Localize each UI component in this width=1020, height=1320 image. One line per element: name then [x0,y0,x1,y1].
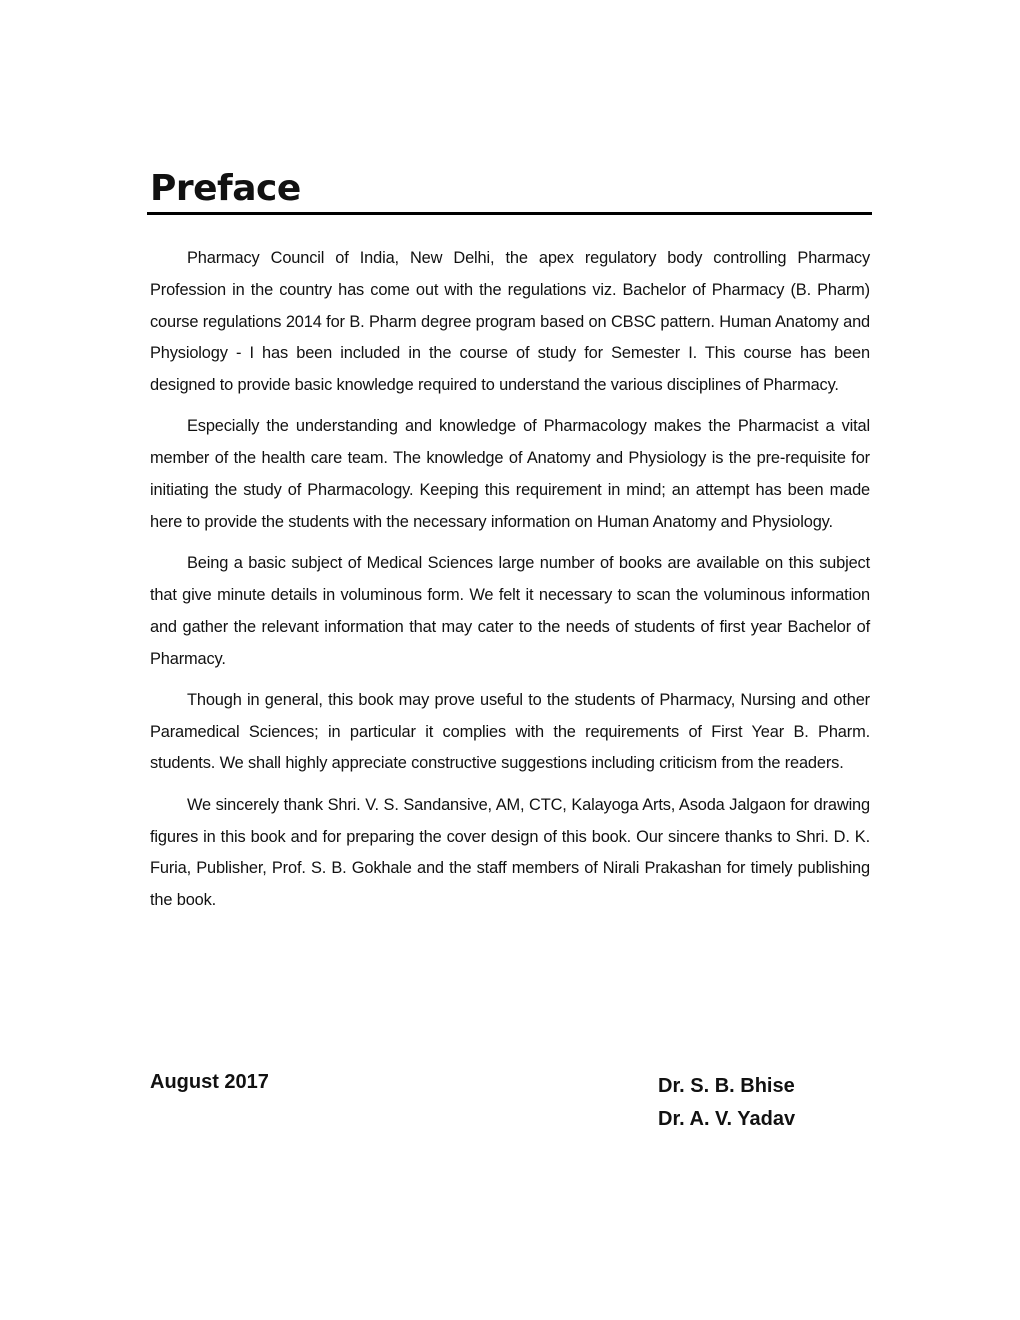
paragraph-3: Being a basic subject of Medical Sciences large number of books are available on this subject that give minute details in voluminous form. We felt it necessary to scan the voluminous information and gather the relevant information that may cater to the needs of students of first year Bachelor of Pharmacy. [150,554,870,668]
paragraph-4: Though in general, this book may prove useful to the students of Pharmacy, Nursing and other Paramedical Sciences; in particular it complies with the requirements of First Year B. Pharm. students. We shall highly appreciate constructive suggestions including criticism from the readers. [150,690,870,773]
page-title: Preface [150,168,301,209]
preface-page [150,168,872,926]
paragraph-5: We sincerely thank Shri. V. S. Sandansive, AM, CTC, Kalayoga Arts, Asoda Jalgaon for drawing figures in this book and for preparing the cover design of this book. Our sincere thanks to Shri. D. K. Furia, Publisher, Prof. S. B. Gokhale and the staff members of Nirali Prakashan for timely publishing the book. [150,795,870,910]
author-name: Dr. A. V. Yadav [658,1108,796,1130]
paragraph-1: Pharmacy Council of India, New Delhi, the apex regulatory body controlling Pharmacy Profession in the country has come out with the regulations viz. Bachelor of Pharmacy (B. Pharm) course regulations 2014 for B. Pharm degree program based on CBSC pattern. Human Anatomy and Physiology - I has been included in the course of study for Semester I. This course has been designed to provide basic knowledge required to understand the various disciplines of Pharmacy. [150,249,870,395]
author-name: Dr. S. B. Bhise [658,1075,795,1097]
author-list [658,1071,795,1137]
preface-body [150,243,870,917]
preface-date: August 2017 [150,1071,269,1093]
signoff [150,1071,870,1151]
paragraph-2: Especially the understanding and knowledge of Pharmacology makes the Pharmacist a vital member of the health care team. The knowledge of Anatomy and Physiology is the pre-requisite for initiating the study of Pharmacology. Keeping this requirement in mind; an attempt has been made here to provide the students with the necessary information on Human Anatomy and Physiology. [150,417,870,531]
title-underline [147,212,872,215]
